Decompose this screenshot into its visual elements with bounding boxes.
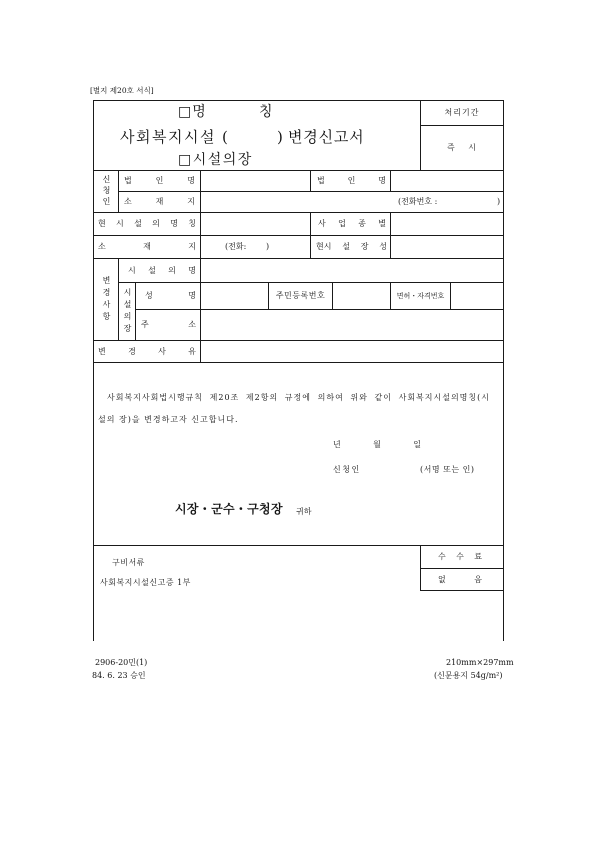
signature-note: (서명 또는 인) [420, 465, 475, 474]
declaration-line-2: 설의 장)을 변경하고자 신고합니다. [98, 415, 239, 424]
title-open-paren: ( [222, 128, 228, 146]
addressee: 시장・군수・구청장 [175, 502, 283, 516]
applicant-phone-prefix: (전화번호 : [398, 197, 438, 206]
declaration-applicant-label: 신청인 [333, 465, 361, 474]
title-prefix: 사회복지시설 [120, 128, 216, 146]
addressee-honorific: 귀하 [296, 507, 312, 516]
current-phone-prefix: (전화: [225, 242, 247, 251]
corp-name-value-cell [200, 170, 311, 192]
declaration-date: 년 월 일 [333, 440, 421, 449]
change-reason-value-cell [200, 340, 504, 363]
current-facility-name-value-cell [200, 212, 311, 236]
applicant-phone-suffix: ) [497, 197, 501, 206]
processing-period-label: 처리기간 [420, 100, 504, 126]
new-facility-name-value-cell [200, 258, 504, 283]
current-facility-name-label: 현 시 설 의 명 칭 [93, 212, 201, 236]
applicant-address-value-cell [200, 191, 504, 213]
title-option-name-checkbox-label: □명 [178, 104, 207, 120]
resident-number-value-cell [332, 282, 391, 310]
title-option-name-end: 칭 [259, 104, 273, 120]
head-group-label: 시설의장 [118, 282, 136, 341]
change-reason-label: 변 경 사 유 [93, 340, 201, 363]
declaration-line-1: 사회복지사회법시행규칙 제20조 제2항의 규정에 의하여 위와 같이 사회복지시설의명칭(시 [107, 393, 490, 402]
corp-name-value-cell-2 [390, 170, 504, 192]
current-address-value-cell [200, 235, 311, 259]
fee-label: 수 수 료 [420, 545, 504, 569]
new-head-address-value-cell [200, 309, 504, 341]
attachments-label: 구비서류 [112, 558, 145, 567]
business-type-label: 사 업 종 별 [310, 212, 391, 236]
attachments-document: 사회복지시설신고증 1부 [100, 578, 191, 587]
new-facility-name-label: 시 설 의 명 [118, 258, 201, 283]
current-address-label: 소 재 지 [93, 235, 201, 259]
applicant-group-label: 신청인 [93, 170, 119, 213]
processing-period-value: 즉 시 [420, 125, 504, 171]
changes-group-label: 변경사항 [93, 258, 119, 341]
license-number-label: 면허・자격번호 [390, 282, 451, 310]
business-type-value-cell [390, 212, 504, 236]
title-suffix: 변경신고서 [288, 128, 365, 146]
form-code: 2906-20민(1) [95, 658, 148, 667]
current-head-name-value-cell [390, 235, 504, 259]
new-head-name-label: 성 명 [135, 282, 201, 310]
current-head-name-label: 현시 설 장 성 [310, 235, 391, 259]
license-number-value-cell [450, 282, 504, 310]
paper-size: 210mm×297mm [446, 658, 514, 667]
corp-name-label: 법 인 명 [118, 170, 201, 192]
corp-name-label-2: 법 인 명 [310, 170, 391, 192]
applicant-address-label: 소 재 지 [118, 191, 201, 213]
resident-number-label: 주민등록번호 [268, 282, 333, 310]
new-head-address-label: 주 소 [135, 309, 201, 341]
declaration-box [93, 362, 504, 546]
approval-date: 84. 6. 23 승인 [92, 671, 146, 680]
current-phone-suffix: ) [266, 242, 270, 251]
new-head-name-value-cell [200, 282, 269, 310]
form-number: [별지 제20호 서식] [90, 86, 154, 95]
paper-type: (신문용지 54g/m²) [434, 671, 503, 680]
fee-value: 없 음 [420, 568, 504, 591]
title-option-head-checkbox-label: □시설의장 [178, 152, 253, 168]
title-close-paren: ) [277, 128, 283, 146]
